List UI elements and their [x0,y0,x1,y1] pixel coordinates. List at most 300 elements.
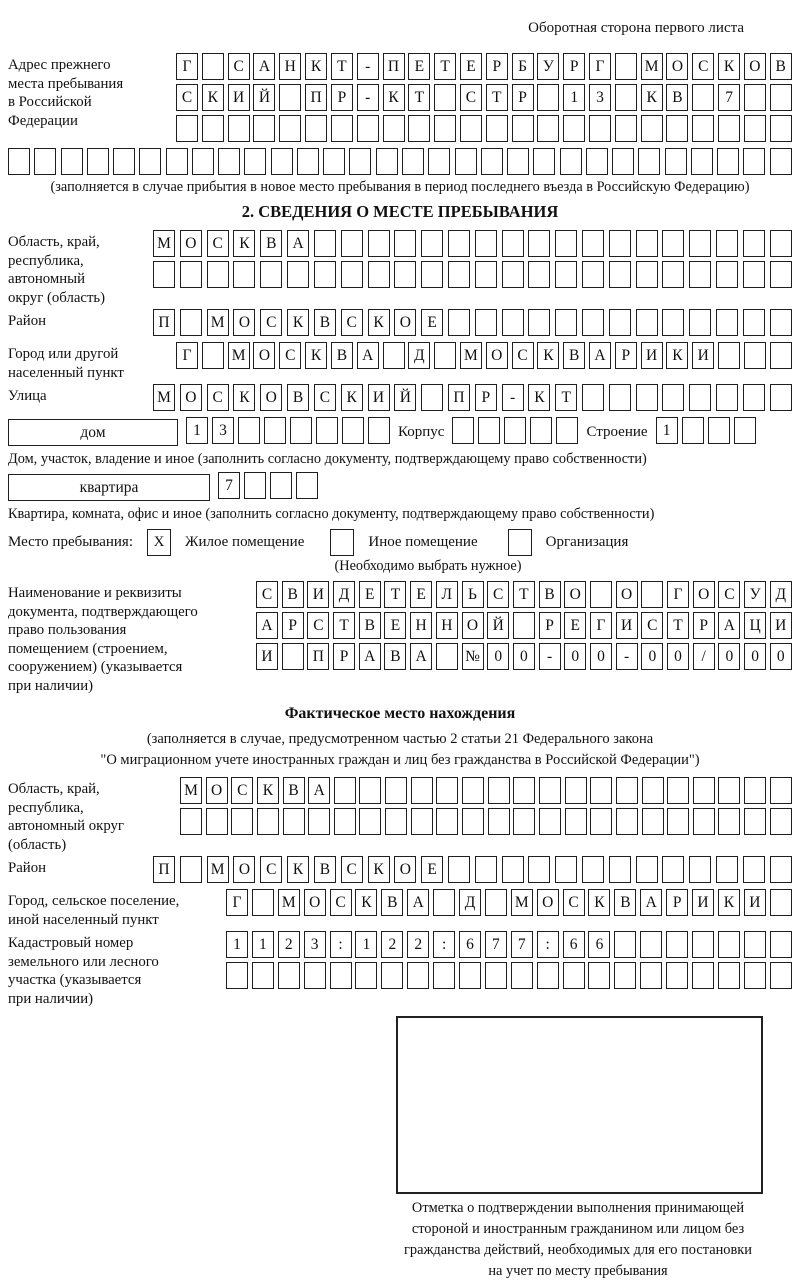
char-box [180,856,202,883]
inoe-label: Иное помещение [368,534,478,550]
char-box [448,261,470,288]
char-box [692,115,714,142]
char-box [615,84,637,111]
char-box: : [537,931,559,958]
char-box: Г [590,612,612,639]
char-box: К [341,384,363,411]
char-box [341,230,363,257]
char-box: Т [513,581,535,608]
org-checkbox [508,529,532,556]
org-label: Организация [545,534,629,550]
char-box: Е [421,856,443,883]
char-box [478,417,500,444]
char-box: К [383,84,405,111]
char-box: Г [176,342,198,369]
char-box [513,808,535,835]
char-box [421,261,443,288]
fact-oblast-label: Область, край, республика, автономный округ (область) [8,781,124,853]
char-box [113,148,135,175]
char-box [252,962,274,989]
char-box: А [589,342,611,369]
char-box: Й [394,384,416,411]
char-box [290,417,312,444]
confirmation-stamp-caption: Отметка о подтверждении выполнения принимающей стороной и иностранным гражданином или лицом без гражданства действий, необходимых для его постановки на учет по месту пребывания [404,1200,752,1279]
char-box [433,889,455,916]
char-box [507,148,529,175]
char-box: 0 [744,643,766,670]
char-box [770,261,792,288]
char-box [614,931,636,958]
char-box: К [368,856,390,883]
char-box [609,384,631,411]
char-box [513,777,535,804]
char-box [555,261,577,288]
char-box [716,384,738,411]
char-box [226,962,248,989]
char-box: Н [410,612,432,639]
char-box: О [304,889,326,916]
char-box [638,148,660,175]
char-box: 0 [487,643,509,670]
char-box: Т [384,581,406,608]
char-box: 1 [563,84,585,111]
char-box: С [207,230,229,257]
char-box: 0 [718,643,740,670]
char-box: 6 [588,931,610,958]
char-box: В [314,856,336,883]
char-box [448,230,470,257]
char-box: И [368,384,390,411]
char-box: М [153,384,175,411]
char-box: С [279,342,301,369]
char-box [718,962,740,989]
doc-row [8,581,792,695]
char-box [665,148,687,175]
char-box: М [180,777,202,804]
char-box: Г [226,889,248,916]
char-box: В [539,581,561,608]
char-box: 7 [511,931,533,958]
char-box [615,53,637,80]
char-box: К [287,856,309,883]
char-box: Р [331,84,353,111]
char-box [139,148,161,175]
char-box: К [233,230,255,257]
char-box [717,148,739,175]
char-box: С [260,309,282,336]
char-box [528,261,550,288]
char-box: Д [770,581,792,608]
char-box [408,115,430,142]
char-box [207,261,229,288]
prev-address-boxes-4 [8,148,792,175]
char-box [718,342,740,369]
char-box [421,384,443,411]
char-box [488,808,510,835]
char-box: Р [615,342,637,369]
char-box [436,643,458,670]
char-box: О [180,230,202,257]
char-box: 1 [252,931,274,958]
char-box: В [287,384,309,411]
char-box: О [206,777,228,804]
char-box [502,230,524,257]
char-box [502,261,524,288]
char-box [287,261,309,288]
char-box [411,808,433,835]
char-box: А [256,612,278,639]
char-box [770,230,792,257]
char-box [279,115,301,142]
char-box: К [641,84,663,111]
char-box [244,148,266,175]
char-box: В [283,777,305,804]
char-box: Е [564,612,586,639]
char-box: Г [667,581,689,608]
char-box: 6 [563,931,585,958]
char-box: И [228,84,250,111]
char-box [743,230,765,257]
char-box: С [718,581,740,608]
char-box [770,148,792,175]
kadastr-boxes-1 [226,931,792,958]
char-box [411,777,433,804]
fact-oblast-boxes-1 [180,777,792,804]
char-box [342,417,364,444]
korpus-label: Корпус [398,424,445,440]
char-box [662,261,684,288]
char-box [615,115,637,142]
char-box [394,261,416,288]
char-box: С [692,53,714,80]
char-box [692,962,714,989]
char-box: А [308,777,330,804]
char-box [555,230,577,257]
char-box [539,808,561,835]
kvartira-box-label: квартира [8,474,210,501]
char-box [770,931,792,958]
char-box [428,148,450,175]
char-box: О [233,856,255,883]
char-box: У [537,53,559,80]
stroenie-boxes [656,417,756,444]
char-box [743,309,765,336]
char-box: К [257,777,279,804]
char-box [693,777,715,804]
char-box: К [588,889,610,916]
char-box [323,148,345,175]
gorod-boxes [176,342,792,369]
char-box [244,472,266,499]
char-box: П [448,384,470,411]
char-box [636,230,658,257]
gorod-label: Город или другой населенный пункт [8,346,124,381]
char-box [452,417,474,444]
char-box [641,581,663,608]
char-box [296,472,318,499]
char-box [228,115,250,142]
fact-gorod-row [8,889,792,929]
char-box [349,148,371,175]
char-box [716,856,738,883]
char-box [612,148,634,175]
prev-address-boxes-2 [176,84,792,111]
char-box [582,309,604,336]
char-box [693,808,715,835]
char-box [666,115,688,142]
char-box: Р [475,384,497,411]
char-box: Л [436,581,458,608]
char-box [278,962,300,989]
char-box: Н [436,612,458,639]
char-box [202,53,224,80]
char-box [582,230,604,257]
char-box [718,931,740,958]
zhiloe-checkbox: X [147,529,171,556]
char-box [640,931,662,958]
char-box: 1 [186,417,208,444]
char-box [689,261,711,288]
char-box [582,384,604,411]
char-box [502,309,524,336]
char-box: С [487,581,509,608]
char-box: 2 [407,931,429,958]
char-box [609,261,631,288]
char-box: 0 [641,643,663,670]
char-box [180,261,202,288]
char-box: Е [421,309,443,336]
char-box [718,808,740,835]
char-box [708,417,730,444]
char-box: Т [555,384,577,411]
char-box: 3 [304,931,326,958]
char-box: Й [487,612,509,639]
char-box [462,808,484,835]
char-box [642,808,664,835]
char-box [87,148,109,175]
char-box [260,261,282,288]
char-box [180,808,202,835]
char-box: С [176,84,198,111]
rayon-label: Район [8,313,47,329]
char-box: М [228,342,250,369]
char-box: В [282,581,304,608]
char-box: Д [333,581,355,608]
char-box [744,342,766,369]
char-box [368,230,390,257]
char-box: М [207,309,229,336]
oblast-boxes-1 [153,230,792,257]
char-box [666,931,688,958]
char-box [589,115,611,142]
fact-rayon-boxes [153,856,792,883]
char-box [555,309,577,336]
char-box [744,777,766,804]
char-box [586,148,608,175]
char-box [434,115,456,142]
char-box [636,856,658,883]
char-box [253,115,275,142]
stroenie-label: Строение [586,424,648,440]
char-box [743,148,765,175]
char-box [202,342,224,369]
char-box [743,384,765,411]
char-box [176,115,198,142]
char-box [770,962,792,989]
char-box: Т [331,53,353,80]
char-box [555,856,577,883]
char-box [202,115,224,142]
char-box [770,115,792,142]
char-box [582,261,604,288]
char-box: И [692,889,714,916]
char-box [530,417,552,444]
char-box: П [307,643,329,670]
kadastr-label: Кадастровый номер земельного или лесного участка (указывается при наличии) [8,935,159,1007]
char-box: И [256,643,278,670]
fact-note2: "О миграционном учете иностранных граждан и лиц без гражданства в Российской Федерации") [100,752,700,768]
char-box: М [460,342,482,369]
char-box [616,808,638,835]
char-box [421,230,443,257]
char-box [636,384,658,411]
char-box: О [666,53,688,80]
char-box [770,889,792,916]
ulitsa-row [8,384,792,415]
char-box [153,261,175,288]
prev-address-boxes-1 [176,53,792,80]
char-box [692,931,714,958]
char-box [565,808,587,835]
char-box: А [287,230,309,257]
char-box: С [256,581,278,608]
char-box: А [718,612,740,639]
char-box: 3 [212,417,234,444]
char-box: Р [512,84,534,111]
char-box [616,777,638,804]
char-box: Г [176,53,198,80]
char-box [537,115,559,142]
char-box [682,417,704,444]
char-box: К [718,889,740,916]
char-box [206,808,228,835]
char-box: П [305,84,327,111]
char-box: К [666,342,688,369]
char-box [460,115,482,142]
char-box [376,148,398,175]
char-box [689,309,711,336]
char-box: М [278,889,300,916]
char-box [192,148,214,175]
char-box: С [330,889,352,916]
rayon-row [8,309,792,340]
char-box [257,808,279,835]
char-box [448,309,470,336]
char-box: В [614,889,636,916]
char-box [662,856,684,883]
char-box: Д [459,889,481,916]
char-box: К [305,342,327,369]
char-box [486,115,508,142]
char-box: Е [460,53,482,80]
char-box [609,309,631,336]
char-box [34,148,56,175]
char-box: М [641,53,663,80]
char-box [334,777,356,804]
char-box: О [693,581,715,608]
char-box [264,417,286,444]
char-box: К [718,53,740,80]
doc-boxes-1 [256,581,792,608]
char-box [744,808,766,835]
char-box: 7 [485,931,507,958]
char-box: В [381,889,403,916]
char-box [744,115,766,142]
char-box [563,115,585,142]
kvartira-note: Квартира, комната, офис и иное (заполнить согласно документу, подтверждающему право собственности) [8,506,655,522]
char-box: О [394,856,416,883]
char-box [283,808,305,835]
char-box [743,856,765,883]
char-box: И [641,342,663,369]
char-box: Т [333,612,355,639]
char-box [770,808,792,835]
char-box: К [368,309,390,336]
char-box: К [202,84,224,111]
kadastr-row [8,931,792,1008]
dom-boxes [186,417,390,444]
char-box: И [692,342,714,369]
char-box: И [307,581,329,608]
char-box [641,115,663,142]
char-box [590,808,612,835]
char-box: А [407,889,429,916]
char-box: И [744,889,766,916]
char-box: 7 [718,84,740,111]
char-box [770,856,792,883]
char-box [385,808,407,835]
char-box: М [207,856,229,883]
char-box [588,962,610,989]
char-box: Е [384,612,406,639]
char-box: Й [253,84,275,111]
char-box [614,962,636,989]
char-box [718,115,740,142]
char-box [383,115,405,142]
char-box: Р [693,612,715,639]
char-box: А [410,643,432,670]
char-box: О [253,342,275,369]
char-box [743,261,765,288]
char-box: С [228,53,250,80]
char-box [297,148,319,175]
prev-address-note: (заполняется в случае прибытия в новое место пребывания в период последнего въезда в Российскую Федерацию) [50,179,750,195]
char-box [433,962,455,989]
char-box: 0 [770,643,792,670]
char-box [368,417,390,444]
char-box: С [460,84,482,111]
char-box: - [616,643,638,670]
mesto-note: (Необходимо выбрать нужное) [334,558,522,574]
char-box [513,612,535,639]
char-box [238,417,260,444]
char-box: И [616,612,638,639]
char-box: В [770,53,792,80]
char-box: С [314,384,336,411]
char-box: 0 [590,643,612,670]
char-box: У [744,581,766,608]
mesto-row [8,529,792,556]
